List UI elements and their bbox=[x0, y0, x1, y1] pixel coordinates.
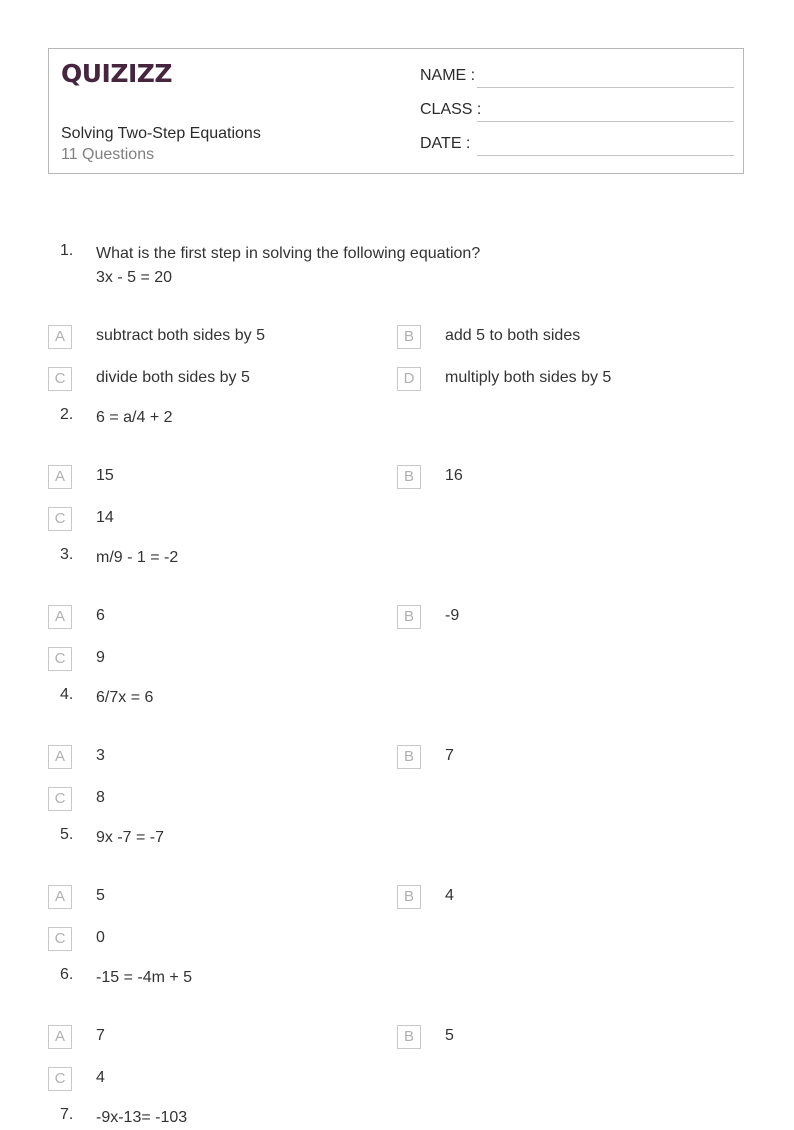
option-text: multiply both sides by 5 bbox=[445, 369, 612, 386]
question-number: 5. bbox=[60, 826, 74, 843]
question-text-line: 6/7x = 6 bbox=[96, 689, 154, 706]
question-text-line: What is the first step in solving the following equation? bbox=[96, 245, 481, 262]
option-text: 14 bbox=[96, 509, 114, 526]
option-text: 4 bbox=[96, 1069, 105, 1086]
option-text: 8 bbox=[96, 789, 105, 806]
option-letter-box[interactable]: B bbox=[397, 605, 421, 629]
option-letter-box[interactable]: B bbox=[397, 1025, 421, 1049]
name-field[interactable] bbox=[420, 67, 734, 89]
question-count: 11 Questions bbox=[61, 146, 155, 163]
question-text-line: m/9 - 1 = -2 bbox=[96, 549, 179, 566]
date-label: DATE : bbox=[420, 135, 471, 152]
option-letter-box[interactable]: B bbox=[397, 465, 421, 489]
question-number: 1. bbox=[60, 242, 74, 259]
class-line[interactable] bbox=[477, 121, 734, 122]
option-letter-box[interactable]: C bbox=[48, 1067, 72, 1091]
option-letter-box[interactable]: C bbox=[48, 927, 72, 951]
question-text bbox=[96, 406, 173, 430]
option-letter-box[interactable]: D bbox=[397, 367, 421, 391]
question-number: 7. bbox=[60, 1106, 74, 1123]
option-text: 4 bbox=[445, 887, 454, 904]
option-text: add 5 to both sides bbox=[445, 327, 581, 344]
name-line[interactable] bbox=[477, 87, 734, 88]
option-letter-box[interactable]: C bbox=[48, 507, 72, 531]
option-letter-box[interactable]: C bbox=[48, 367, 72, 391]
option-text: 7 bbox=[445, 747, 454, 764]
option-text: 6 bbox=[96, 607, 105, 624]
question-text bbox=[96, 1106, 187, 1130]
option-letter-box[interactable]: C bbox=[48, 647, 72, 671]
option-text: 0 bbox=[96, 929, 105, 946]
option-letter-box[interactable]: A bbox=[48, 605, 72, 629]
question-number: 4. bbox=[60, 686, 74, 703]
question-text bbox=[96, 826, 164, 850]
question-number: 6. bbox=[60, 966, 74, 983]
option-text: 15 bbox=[96, 467, 114, 484]
option-text: 16 bbox=[445, 467, 463, 484]
option-letter-box[interactable]: C bbox=[48, 787, 72, 811]
option-letter-box[interactable]: A bbox=[48, 745, 72, 769]
option-text: 3 bbox=[96, 747, 105, 764]
worksheet-title: Solving Two-Step Equations bbox=[61, 125, 261, 142]
question-text-line: -9x-13= -103 bbox=[96, 1109, 188, 1126]
date-field[interactable] bbox=[420, 135, 734, 157]
question-text-line: 9x -7 = -7 bbox=[96, 829, 165, 846]
date-line[interactable] bbox=[477, 155, 734, 156]
class-field[interactable] bbox=[420, 101, 734, 123]
question-text-line: 6 = a/4 + 2 bbox=[96, 409, 173, 426]
option-text: -9 bbox=[445, 607, 460, 624]
name-label: NAME : bbox=[420, 67, 476, 84]
option-letter-box[interactable]: A bbox=[48, 1025, 72, 1049]
option-letter-box[interactable]: A bbox=[48, 325, 72, 349]
option-letter-box[interactable]: A bbox=[48, 465, 72, 489]
option-text: divide both sides by 5 bbox=[96, 369, 250, 386]
worksheet-header bbox=[48, 48, 744, 174]
question-text bbox=[96, 686, 153, 710]
option-letter-box[interactable]: B bbox=[397, 885, 421, 909]
option-letter-box[interactable]: B bbox=[397, 325, 421, 349]
question-number: 3. bbox=[60, 546, 74, 563]
option-text: 5 bbox=[445, 1027, 454, 1044]
question-text-line: 3x - 5 = 20 bbox=[96, 269, 173, 286]
question-text bbox=[96, 966, 192, 990]
option-letter-box[interactable]: B bbox=[397, 745, 421, 769]
option-text: 9 bbox=[96, 649, 105, 666]
option-text: 5 bbox=[96, 887, 105, 904]
option-text: subtract both sides by 5 bbox=[96, 327, 265, 344]
question-text-line: -15 = -4m + 5 bbox=[96, 969, 193, 986]
class-label: CLASS : bbox=[420, 101, 482, 118]
option-letter-box[interactable]: A bbox=[48, 885, 72, 909]
option-text: 7 bbox=[96, 1027, 105, 1044]
question-text bbox=[96, 242, 480, 290]
question-text bbox=[96, 546, 178, 570]
question-number: 2. bbox=[60, 406, 74, 423]
quizizz-logo: QUIZIZZ bbox=[61, 59, 173, 88]
